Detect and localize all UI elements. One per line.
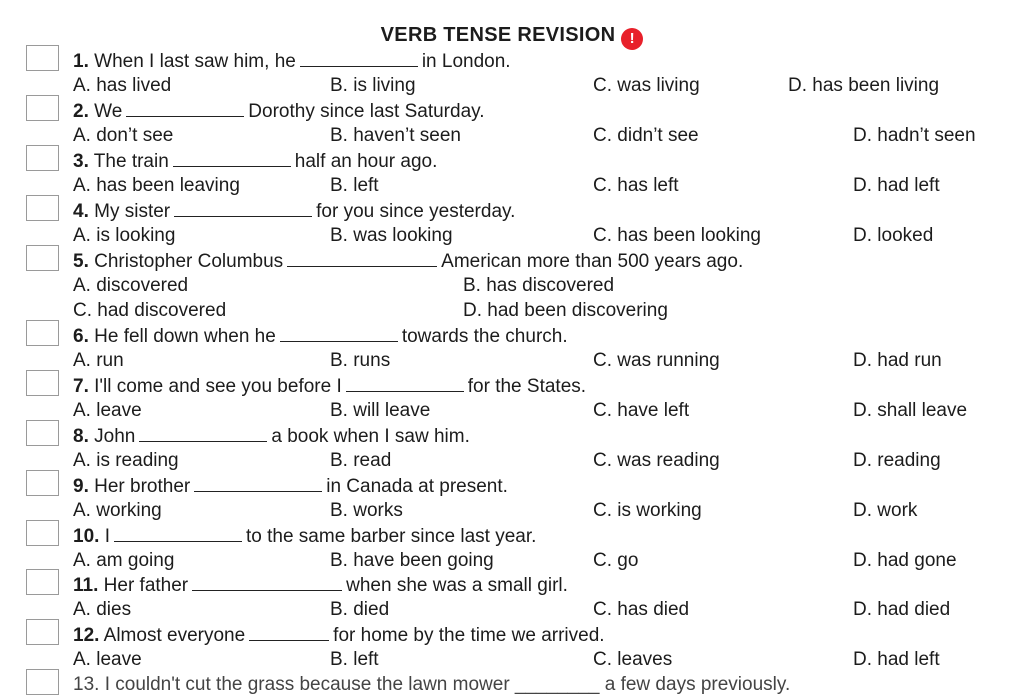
option-d[interactable]: D. hadn’t seen [853, 125, 976, 146]
question-number: 6. [73, 326, 89, 347]
answer-checkbox[interactable] [26, 145, 59, 171]
worksheet-title [0, 24, 1024, 50]
option-b[interactable]: B. died [330, 599, 390, 620]
answer-blank [126, 100, 244, 117]
option-c[interactable]: C. leaves [593, 649, 673, 670]
question-suffix: Dorothy since last Saturday. [248, 101, 485, 122]
question-prefix: We [88, 101, 123, 122]
question-suffix: half an hour ago. [294, 151, 438, 172]
option-d[interactable]: D. had gone [853, 550, 957, 571]
option-a[interactable]: A. has lived [73, 75, 172, 96]
question-number: 11. [73, 575, 99, 596]
option-c[interactable]: C. have left [593, 400, 690, 421]
question-text [73, 50, 511, 73]
answer-checkbox[interactable] [26, 470, 59, 496]
options-row [73, 400, 1024, 424]
options-row [73, 175, 1024, 199]
option-b[interactable]: B. have been going [330, 550, 494, 571]
question-prefix: Her father [98, 575, 189, 596]
option-d[interactable]: D. reading [853, 450, 941, 471]
question-number: 10. [73, 526, 100, 547]
options-row [73, 649, 1024, 673]
question-text [73, 375, 586, 398]
option-c[interactable]: C. was reading [593, 450, 720, 471]
answer-blank [280, 325, 398, 342]
options-row [73, 275, 1024, 299]
options-row [73, 125, 1024, 149]
options-row [73, 599, 1024, 623]
question-suffix: American more than 500 years ago. [441, 251, 744, 272]
option-b[interactable]: B. works [330, 500, 403, 521]
options-row [73, 225, 1024, 249]
question-suffix: in Canada at present. [326, 476, 508, 497]
question-suffix: when she was a small girl. [346, 575, 568, 596]
answer-blank [194, 475, 322, 492]
option-c[interactable]: C. was running [593, 350, 720, 371]
answer-checkbox[interactable] [26, 619, 59, 645]
option-c[interactable]: C. go [593, 550, 639, 571]
question-prefix: The train [88, 151, 169, 172]
option-a[interactable]: A. run [73, 350, 124, 371]
options-row [73, 75, 1024, 99]
question-suffix: towards the church. [401, 326, 568, 347]
question-number: 12. [73, 625, 100, 646]
option-d[interactable]: D. had run [853, 350, 942, 371]
question-row [73, 325, 1024, 349]
option-d[interactable]: D. work [853, 500, 918, 521]
answer-checkbox[interactable] [26, 370, 59, 396]
option-b[interactable]: B. was looking [330, 225, 453, 246]
question-text [73, 525, 536, 548]
question-text [73, 574, 568, 597]
option-b[interactable]: B. will leave [330, 400, 431, 421]
option-a[interactable]: A. is reading [73, 450, 179, 471]
answer-blank [114, 525, 242, 542]
question-text [73, 200, 515, 223]
question-text [73, 150, 437, 173]
answer-blank [300, 50, 418, 67]
question-text [73, 624, 605, 647]
question-row [73, 150, 1024, 174]
options-row [73, 500, 1024, 524]
option-a[interactable]: A. dies [73, 599, 132, 620]
question-suffix: a book when I saw him. [271, 426, 470, 447]
answer-checkbox[interactable] [26, 45, 59, 71]
answer-checkbox[interactable] [26, 420, 59, 446]
question-text [73, 250, 743, 273]
option-a[interactable]: A. leave [73, 400, 142, 421]
answer-checkbox[interactable] [26, 95, 59, 121]
question-suffix: for you since yesterday. [316, 201, 516, 222]
option-c[interactable]: C. has been looking [593, 225, 761, 246]
answer-blank [287, 250, 437, 267]
option-d[interactable]: D. had died [853, 599, 951, 620]
answer-blank [192, 574, 342, 591]
answer-checkbox[interactable] [26, 520, 59, 546]
option-d[interactable]: D. looked [853, 225, 934, 246]
question-number: 8. [73, 426, 89, 447]
question-row [73, 624, 1024, 648]
option-c[interactable]: C. is working [593, 500, 702, 521]
option-b[interactable]: B. read [330, 450, 392, 471]
question-prefix: When I last saw him, he [88, 51, 296, 72]
question-number: 7. [73, 376, 89, 397]
title-text: VERB TENSE REVISION [380, 24, 616, 46]
question-suffix: to the same barber since last year. [245, 526, 537, 547]
question-prefix: My sister [88, 201, 171, 222]
option-a[interactable]: A. am going [73, 550, 175, 571]
option-a[interactable]: A. leave [73, 649, 142, 670]
option-b[interactable]: B. has discovered [463, 275, 615, 296]
question-row [73, 574, 1024, 598]
question-prefix: John [88, 426, 136, 447]
question-prefix: I'll come and see you before I [88, 376, 342, 397]
options-row [73, 550, 1024, 574]
question-text [73, 425, 470, 448]
option-d[interactable]: D. had left [853, 649, 940, 670]
question-number: 4. [73, 201, 89, 222]
answer-checkbox[interactable] [26, 320, 59, 346]
question-row [73, 425, 1024, 449]
option-d[interactable]: D. had left [853, 175, 940, 196]
question-prefix: I [99, 526, 110, 547]
option-a[interactable]: A. has been leaving [73, 175, 240, 196]
options-row [73, 350, 1024, 374]
options-row [73, 300, 1024, 324]
question-row [73, 475, 1024, 499]
question-number: 9. [73, 476, 89, 497]
question-number: 2. [73, 101, 89, 122]
option-c[interactable]: C. has left [593, 175, 679, 196]
option-d[interactable]: D. has been living [788, 75, 940, 96]
answer-checkbox[interactable] [26, 669, 59, 695]
answer-blank [346, 375, 464, 392]
question-text [73, 325, 568, 348]
option-a[interactable]: A. discovered [73, 275, 189, 296]
option-b[interactable]: B. runs [330, 350, 391, 371]
option-c[interactable]: C. didn’t see [593, 125, 699, 146]
option-c[interactable]: C. was living [593, 75, 700, 96]
options-row [73, 450, 1024, 474]
question-row [73, 250, 1024, 274]
question-prefix: Her brother [88, 476, 191, 497]
question-prefix: He fell down when he [88, 326, 276, 347]
option-a[interactable]: A. don’t see [73, 125, 174, 146]
answer-blank [139, 425, 267, 442]
question-prefix: Christopher Columbus [88, 251, 284, 272]
warning-icon: ! [621, 28, 643, 50]
cut-off-question: 13. I couldn't cut the grass because the lawn mower ________ a few days previously. [73, 674, 791, 695]
question-number: 3. [73, 151, 89, 172]
question-number: 5. [73, 251, 89, 272]
option-c[interactable]: C. had discovered [73, 300, 227, 321]
question-suffix: for home by the time we arrived. [333, 625, 605, 646]
question-number: 1. [73, 51, 89, 72]
option-a[interactable]: A. working [73, 500, 162, 521]
option-b[interactable]: B. is living [330, 75, 416, 96]
answer-checkbox[interactable] [26, 195, 59, 221]
question-text [73, 100, 485, 123]
question-row [73, 100, 1024, 124]
question-row [73, 375, 1024, 399]
answer-blank [249, 624, 329, 641]
option-d[interactable]: D. had been discovering [463, 300, 668, 321]
question-suffix: in London. [421, 51, 511, 72]
question-text [73, 475, 508, 498]
option-d[interactable]: D. shall leave [853, 400, 968, 421]
answer-checkbox[interactable] [26, 245, 59, 271]
option-b[interactable]: B. haven’t seen [330, 125, 461, 146]
answer-blank [174, 200, 312, 217]
question-row [73, 525, 1024, 549]
option-c[interactable]: C. has died [593, 599, 690, 620]
question-row [73, 50, 1024, 74]
answer-blank [173, 150, 291, 167]
option-b[interactable]: B. left [330, 175, 379, 196]
answer-checkbox[interactable] [26, 569, 59, 595]
question-prefix: Almost everyone [99, 625, 246, 646]
option-b[interactable]: B. left [330, 649, 379, 670]
question-row [73, 200, 1024, 224]
question-suffix: for the States. [467, 376, 587, 397]
option-a[interactable]: A. is looking [73, 225, 176, 246]
